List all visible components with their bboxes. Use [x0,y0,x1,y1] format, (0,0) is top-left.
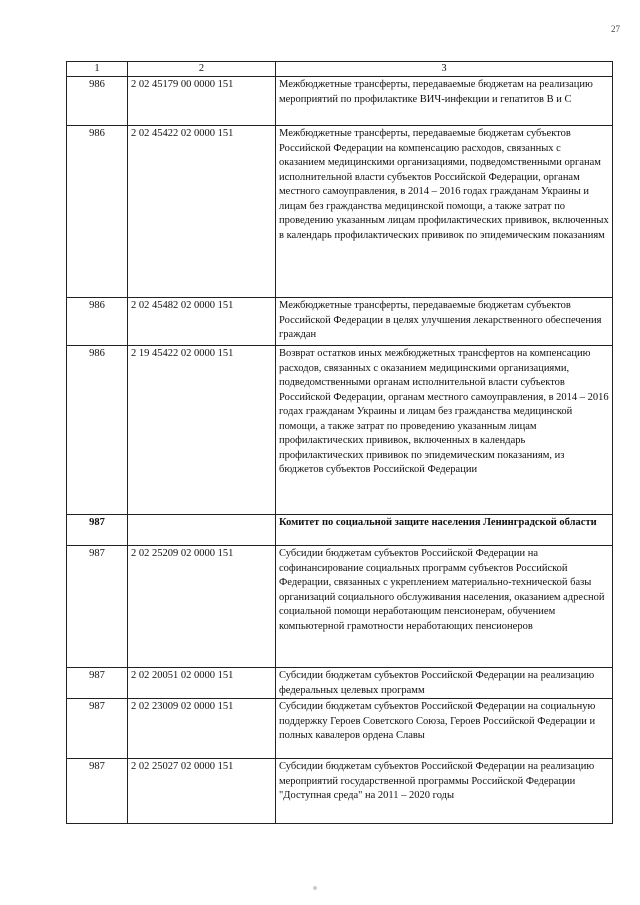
admin-code-cell: 986 [67,346,128,515]
admin-code-cell: 986 [67,298,128,346]
revenue-code-cell: 2 19 45422 02 0000 151 [128,346,276,515]
description-cell: Межбюджетные трансферты, передаваемые бюджетам на реализацию мероприятий по профилактике ВИЧ-инфекции и гепатитов В и С [276,77,613,126]
admin-code-cell: 987 [67,759,128,824]
description-cell: Субсидии бюджетам субъектов Российской Федерации на софинансирование социальных программ субъектов Российской Федерации, связанных с укреплением материально-технической базы организаций социального обслуживания населения, оказанием адресной социальной помощи неработающим пенсионерам, обучением компьютерной грамотности неработающих пенсионеров [276,546,613,668]
revenue-codes-table [66,61,613,824]
table-row [67,298,613,346]
page-number: 27 [611,24,620,34]
table-row [67,346,613,515]
section-heading-cell: Комитет по социальной защите населения Ленинградской области [276,515,613,546]
admin-code-cell: 987 [67,699,128,759]
description-cell: Субсидии бюджетам субъектов Российской Федерации на реализацию мероприятий государственной программы Российской Федерации "Доступная среда" на 2011 – 2020 годы [276,759,613,824]
description-cell: Межбюджетные трансферты, передаваемые бюджетам субъектов Российской Федерации на компенсацию расходов, связанных с оказанием медицинскими организациями, подведомственными органам исполнительной власти субъектов Российской Федерации, органам местного самоуправления, в 2014 – 2016 годах гражданам Украины и лицам без гражданства медицинской помощи, а также затрат по проведению указанным лицам профилактических прививок, включенных в календарь профилактических прививок по эпидемическим показаниям [276,126,613,298]
revenue-code-cell [128,515,276,546]
revenue-code-cell: 2 02 20051 02 0000 151 [128,668,276,699]
table-header-row [67,62,613,77]
revenue-code-cell: 2 02 45482 02 0000 151 [128,298,276,346]
table-row [67,77,613,126]
revenue-code-cell: 2 02 23009 02 0000 151 [128,699,276,759]
scan-mark [313,886,317,890]
table-row [67,759,613,824]
table-row [67,668,613,699]
revenue-code-cell: 2 02 25027 02 0000 151 [128,759,276,824]
table-row [67,515,613,546]
description-cell: Возврат остатков иных межбюджетных трансфертов на компенсацию расходов, связанных с оказанием медицинскими организациями, подведомственными органам исполнительной власти субъектов Российской Федерации, органам местного самоуправления, в 2014 – 2016 годах гражданам Украины и лицам без гражданства медицинской помощи, а также затрат по проведению указанным лицам профилактических прививок, включенных в календарь профилактических прививок по эпидемическим показаниям, из бюджетов субъектов Российской Федерации [276,346,613,515]
revenue-code-cell: 2 02 45179 00 0000 151 [128,77,276,126]
admin-code-cell: 986 [67,77,128,126]
admin-code-cell: 987 [67,546,128,668]
admin-code-cell: 986 [67,126,128,298]
description-cell: Субсидии бюджетам субъектов Российской Федерации на социальную поддержку Героев Советского Союза, Героев Российской Федерации и полных кавалеров ордена Славы [276,699,613,759]
description-cell: Межбюджетные трансферты, передаваемые бюджетам субъектов Российской Федерации в целях улучшения лекарственного обеспечения граждан [276,298,613,346]
table-row [67,546,613,668]
column-header-3: 3 [276,62,613,77]
admin-code-cell: 987 [67,668,128,699]
table-row [67,126,613,298]
column-header-2: 2 [128,62,276,77]
table-row [67,699,613,759]
column-header-1: 1 [67,62,128,77]
revenue-code-cell: 2 02 45422 02 0000 151 [128,126,276,298]
revenue-code-cell: 2 02 25209 02 0000 151 [128,546,276,668]
description-cell: Субсидии бюджетам субъектов Российской Федерации на реализацию федеральных целевых программ [276,668,613,699]
admin-code-cell: 987 [67,515,128,546]
